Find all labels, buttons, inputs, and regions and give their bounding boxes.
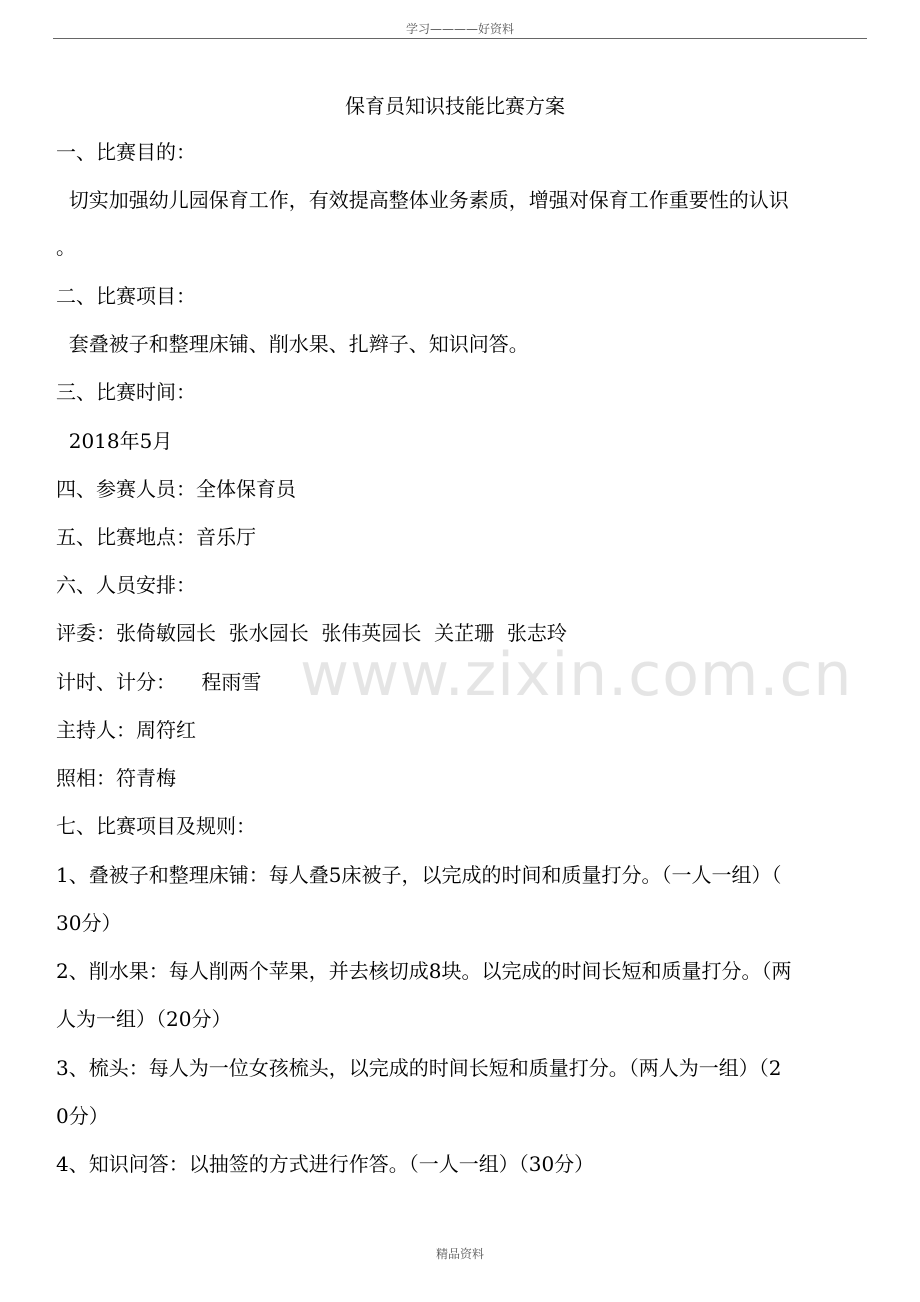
staff-photographer: 照相：符青梅 (56, 766, 176, 790)
rule-2-cont: 人为一组）（20分） (56, 1007, 232, 1031)
rule-3-cont: 0分） (56, 1104, 109, 1128)
watermark: www.zixin.com.cn (300, 640, 853, 710)
rule-2: 2、削水果：每人削两个苹果，并去核切成8块。以完成的时间长短和质量打分。（两 (56, 959, 792, 983)
paragraph-time: 2018年5月 (56, 429, 173, 453)
rule-4: 4、知识问答：以抽签的方式进行作答。（一人一组）（30分） (56, 1152, 595, 1176)
page-header: 学习————好资料 (405, 22, 514, 36)
rule-3: 3、梳头：每人为一位女孩梳头，以完成的时间长短和质量打分。（两人为一组）（2 (56, 1056, 782, 1080)
paragraph-events: 套叠被子和整理床铺、削水果、扎辫子、知识问答。 (56, 332, 529, 356)
staff-judges: 评委：张倚敏园长 张水园长 张伟英园长 关芷珊 张志玲 (56, 621, 567, 645)
section-heading-events: 二、比赛项目： (56, 284, 196, 308)
paragraph-purpose-cont: 。 (56, 235, 76, 259)
header-divider (53, 38, 867, 39)
paragraph-purpose: 切实加强幼儿园保育工作，有效提高整体业务素质，增强对保育工作重要性的认识 (56, 188, 789, 212)
staff-timekeeper: 计时、计分： 程雨雪 (56, 670, 262, 694)
rule-1-cont: 30分） (56, 911, 122, 935)
page-footer: 精品资料 (435, 1247, 484, 1261)
section-heading-rules: 七、比赛项目及规则： (56, 814, 256, 838)
section-heading-staff: 六、人员安排： (56, 573, 196, 597)
section-heading-purpose: 一、比赛目的： (56, 140, 196, 164)
staff-host: 主持人：周符红 (56, 718, 196, 742)
section-location: 五、比赛地点：音乐厅 (56, 525, 256, 549)
document-title: 保育员知识技能比赛方案 (345, 94, 565, 118)
rule-1: 1、叠被子和整理床铺：每人叠5床被子，以完成的时间和质量打分。（一人一组）（ (56, 863, 782, 887)
section-participants: 四、参赛人员：全体保育员 (56, 477, 296, 501)
section-heading-time: 三、比赛时间： (56, 380, 196, 404)
